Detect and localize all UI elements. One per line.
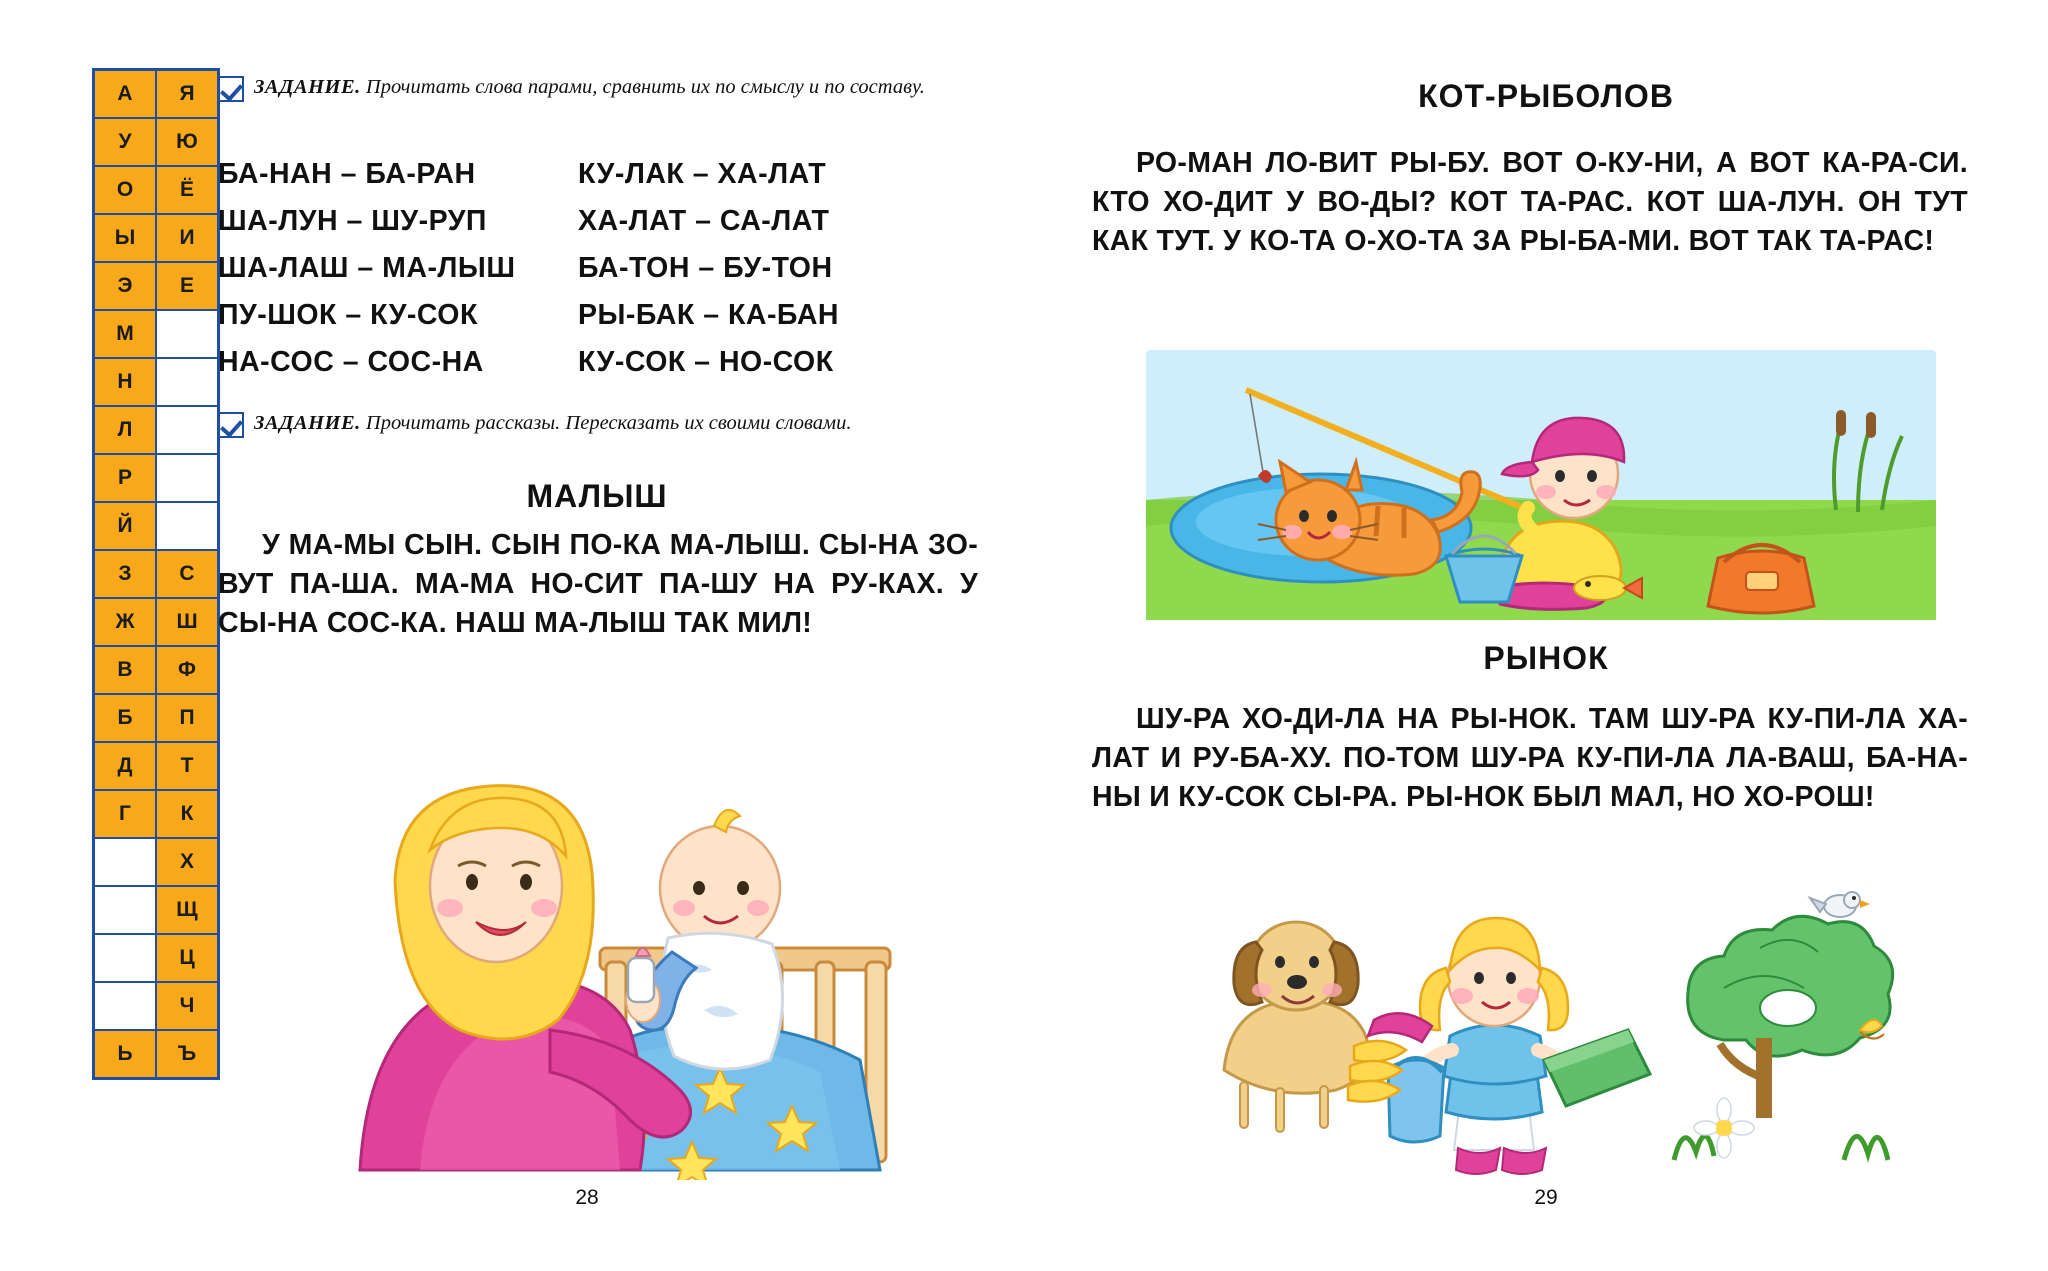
alphabet-row bbox=[94, 838, 218, 886]
alphabet-cell-М: М bbox=[94, 310, 156, 358]
word-pair-cell: НА-СОС – СОС-НА bbox=[218, 346, 484, 378]
alphabet-cell-Ч: Ч bbox=[156, 982, 218, 1030]
word-pair-row bbox=[218, 205, 938, 252]
alphabet-row bbox=[94, 982, 218, 1030]
alphabet-cell-empty bbox=[94, 982, 156, 1030]
alphabet-row bbox=[94, 406, 218, 454]
story-title-kot-rybolov: КОТ-РЫБОЛОВ bbox=[1418, 78, 1674, 114]
alphabet-cell-Р: Р bbox=[94, 454, 156, 502]
alphabet-row bbox=[94, 70, 218, 118]
word-pair-cell: ША-ЛУН – ШУ-РУП bbox=[218, 205, 487, 237]
word-pair-cell: РЫ-БАК – КА-БАН bbox=[578, 299, 839, 331]
story-body-kot-rybolov: РО-МАН ЛО-ВИТ РЫ-БУ. ВОТ О-КУ-НИ, А ВОТ КА-РА-СИ. КТО ХО-ДИТ У ВО-ДЫ? КОТ ТА-РАС. КОТ ША-ЛУН. ОН ТУТ КАК ТУТ. У КО-ТА О-ХО-ТА ЗА РЫ-БА-МИ. ВОТ ТАК ТА-РАС! bbox=[1092, 147, 1968, 258]
alphabet-cell-О: О bbox=[94, 166, 156, 214]
alphabet-cell-empty bbox=[94, 886, 156, 934]
word-pair-row bbox=[218, 299, 938, 346]
alphabet-cell-empty bbox=[156, 310, 218, 358]
alphabet-cell-С: С bbox=[156, 550, 218, 598]
page-number-right: 29 bbox=[1534, 1186, 1558, 1209]
word-pair-cell: ПУ-ШОК – КУ-СОК bbox=[218, 299, 478, 331]
task-1-body: Прочитать слова парами, сравнить их по смыслу и по составу. bbox=[360, 76, 925, 98]
alphabet-cell-empty bbox=[156, 358, 218, 406]
alphabet-cell-Й: Й bbox=[94, 502, 156, 550]
alphabet-row bbox=[94, 598, 218, 646]
task-2-body: Прочитать рассказы. Пересказать их своими словами. bbox=[360, 412, 852, 434]
alphabet-row bbox=[94, 1030, 218, 1078]
word-pair-row bbox=[218, 346, 938, 393]
page-gutter bbox=[1023, 0, 1025, 1271]
alphabet-row bbox=[94, 118, 218, 166]
word-pair-row bbox=[218, 158, 938, 205]
story-title-rynok: РЫНОК bbox=[1483, 640, 1609, 676]
alphabet-cell-Г: Г bbox=[94, 790, 156, 838]
illustration-fishing-boy-and-cat bbox=[1146, 350, 1936, 620]
alphabet-row bbox=[94, 742, 218, 790]
alphabet-cell-Щ: Щ bbox=[156, 886, 218, 934]
word-pair-cell: ХА-ЛАТ – СА-ЛАТ bbox=[578, 205, 830, 237]
alphabet-row bbox=[94, 646, 218, 694]
alphabet-cell-empty bbox=[156, 406, 218, 454]
alphabet-cell-П: П bbox=[156, 694, 218, 742]
checkmark-icon bbox=[218, 76, 244, 102]
alphabet-cell-Э: Э bbox=[94, 262, 156, 310]
illustration-mother-and-baby bbox=[300, 700, 900, 1180]
alphabet-cell-У: У bbox=[94, 118, 156, 166]
alphabet-cell-Т: Т bbox=[156, 742, 218, 790]
task-2-text bbox=[254, 410, 852, 437]
alphabet-cell-Х: Х bbox=[156, 838, 218, 886]
alphabet-strip bbox=[92, 68, 220, 1080]
alphabet-row bbox=[94, 310, 218, 358]
story-title-malysh: МАЛЫШ bbox=[526, 478, 668, 514]
alphabet-row bbox=[94, 358, 218, 406]
illustration-girl-dog-tree bbox=[1204, 860, 1904, 1190]
word-pairs-table bbox=[218, 158, 938, 393]
alphabet-cell-К: К bbox=[156, 790, 218, 838]
word-pair-cell: ША-ЛАШ – МА-ЛЫШ bbox=[218, 252, 516, 284]
alphabet-row bbox=[94, 550, 218, 598]
alphabet-cell-Ы: Ы bbox=[94, 214, 156, 262]
alphabet-cell-Е: Е bbox=[156, 262, 218, 310]
story-body-rynok: ШУ-РА ХО-ДИ-ЛА НА РЫ-НОК. ТАМ ШУ-РА КУ-ПИ-ЛА ХА-ЛАТ И РУ-БА-ХУ. ПО-ТОМ ШУ-РА КУ-ПИ-ЛА ЛА-ВАШ, БА-НА-НЫ И КУ-СОК СЫ-РА. РЫ-НОК БЫЛ МАЛ, НО ХО-РОШ! bbox=[1092, 703, 1968, 814]
alphabet-cell-З: З bbox=[94, 550, 156, 598]
alphabet-row bbox=[94, 262, 218, 310]
alphabet-cell-empty bbox=[94, 838, 156, 886]
alphabet-cell-Ь: Ь bbox=[94, 1030, 156, 1078]
alphabet-cell-Ъ: Ъ bbox=[156, 1030, 218, 1078]
task-2 bbox=[218, 410, 978, 438]
task-2-lead: ЗАДАНИЕ. bbox=[254, 412, 361, 434]
page-number-left: 28 bbox=[575, 1186, 599, 1209]
alphabet-cell-А: А bbox=[94, 70, 156, 118]
word-pair-row bbox=[218, 252, 938, 299]
story-body-malysh: У МА-МЫ СЫН. СЫН ПО-КА МА-ЛЫШ. СЫ-НА ЗО-ВУТ ПА-ША. МА-МА НО-СИТ ПА-ШУ НА РУ-КАХ. У СЫ-НА СОС-КА. НАШ МА-ЛЫШ ТАК МИЛ! bbox=[218, 529, 978, 640]
alphabet-row bbox=[94, 886, 218, 934]
alphabet-cell-Ф: Ф bbox=[156, 646, 218, 694]
alphabet-cell-Ш: Ш bbox=[156, 598, 218, 646]
word-pair-cell: БА-ТОН – БУ-ТОН bbox=[578, 252, 833, 284]
alphabet-cell-Д: Д bbox=[94, 742, 156, 790]
alphabet-row bbox=[94, 790, 218, 838]
alphabet-row bbox=[94, 934, 218, 982]
word-pair-cell: БА-НАН – БА-РАН bbox=[218, 158, 476, 190]
alphabet-cell-Ц: Ц bbox=[156, 934, 218, 982]
alphabet-cell-Л: Л bbox=[94, 406, 156, 454]
alphabet-cell-Я: Я bbox=[156, 70, 218, 118]
right-page bbox=[1024, 0, 2048, 1271]
alphabet-cell-Н: Н bbox=[94, 358, 156, 406]
checkmark-icon bbox=[218, 412, 244, 438]
alphabet-cell-Б: Б bbox=[94, 694, 156, 742]
task-1-text bbox=[254, 74, 925, 101]
alphabet-row bbox=[94, 166, 218, 214]
alphabet-cell-Ж: Ж bbox=[94, 598, 156, 646]
word-pair-cell: КУ-СОК – НО-СОК bbox=[578, 346, 834, 378]
word-pair-cell: КУ-ЛАК – ХА-ЛАТ bbox=[578, 158, 827, 190]
alphabet-cell-Ю: Ю bbox=[156, 118, 218, 166]
alphabet-row bbox=[94, 214, 218, 262]
alphabet-cell-Ё: Ё bbox=[156, 166, 218, 214]
alphabet-cell-И: И bbox=[156, 214, 218, 262]
alphabet-cell-В: В bbox=[94, 646, 156, 694]
alphabet-cell-empty bbox=[94, 934, 156, 982]
alphabet-row bbox=[94, 694, 218, 742]
task-1 bbox=[218, 74, 978, 102]
task-1-lead: ЗАДАНИЕ. bbox=[254, 76, 361, 98]
